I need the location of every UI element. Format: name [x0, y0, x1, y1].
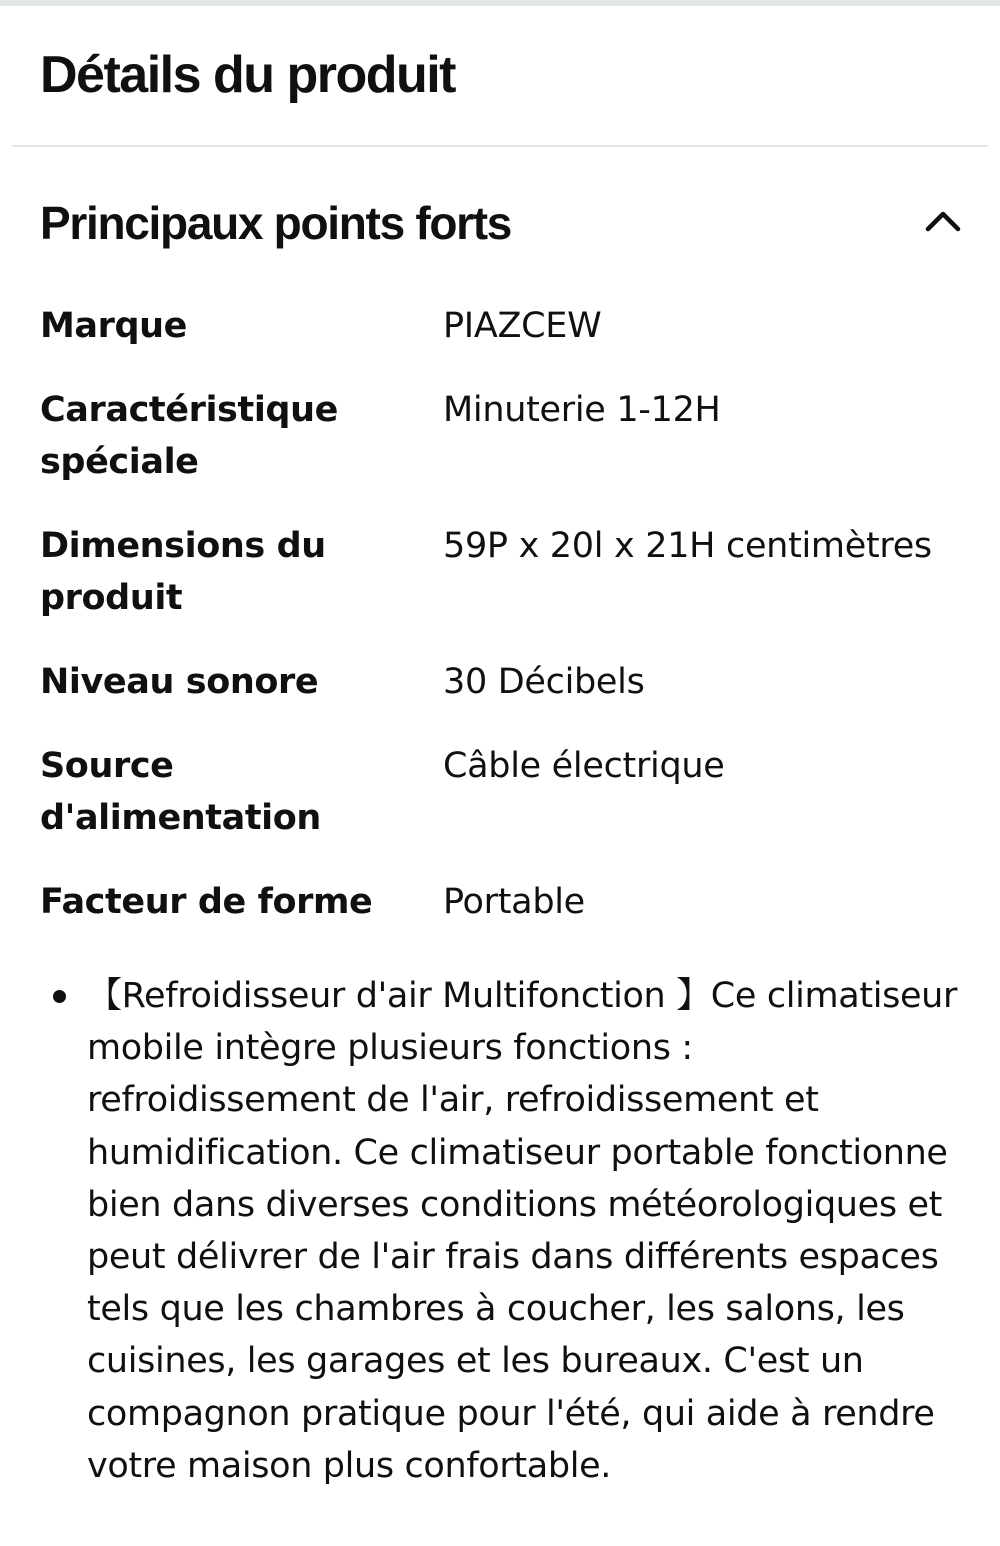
spec-value: Portable — [443, 882, 585, 922]
bullet-dot-icon — [53, 990, 66, 1003]
spec-row-dimensions — [40, 520, 970, 624]
page-title: Détails du produit — [40, 46, 455, 104]
chevron-up-icon[interactable] — [920, 198, 966, 244]
spec-label: Dimensions du produit — [40, 526, 326, 618]
spec-label: Facteur de forme — [40, 882, 373, 922]
spec-label: Caractéristique spéciale — [40, 390, 338, 482]
spec-value: PIAZCEW — [443, 306, 602, 346]
feature-bullet-list — [0, 970, 1000, 1492]
spec-row-brand — [40, 300, 970, 352]
spec-row-power-source — [40, 740, 970, 844]
highlights-section-toggle[interactable] — [0, 180, 1000, 270]
spec-label: Source d'alimentation — [40, 746, 321, 838]
spec-label: Niveau sonore — [40, 662, 319, 702]
spec-row-noise-level — [40, 656, 970, 708]
section-title: Principaux points forts — [40, 197, 512, 249]
spec-value: Minuterie 1-12H — [443, 390, 721, 430]
spec-label: Marque — [40, 306, 188, 346]
spec-row-special-feature — [40, 384, 970, 488]
top-divider — [0, 0, 1000, 6]
section-divider — [12, 145, 988, 147]
spec-row-form-factor — [40, 876, 970, 928]
spec-value: 59P x 20l x 21H centimètres — [443, 526, 932, 566]
list-item — [0, 970, 1000, 1492]
spec-value: 30 Décibels — [443, 662, 645, 702]
spec-value: Câble électrique — [443, 746, 725, 786]
spec-table — [40, 300, 970, 960]
bullet-text: 【Refroidisseur d'air Multifonction 】Ce climatiseur mobile intègre plusieurs fonctions : refroidissement de l'air, refroidissement et humidification. Ce climatiseur portable fonctionne bien dans diverses conditions météorologiques et peut délivrer de l'air frais dans différents espaces tels que les chambres à coucher, les salons, les cuisines, les garages et les bureaux. C'est un compagnon pratique pour l'été, qui aide à rendre votre maison plus confortable. — [87, 976, 958, 1486]
